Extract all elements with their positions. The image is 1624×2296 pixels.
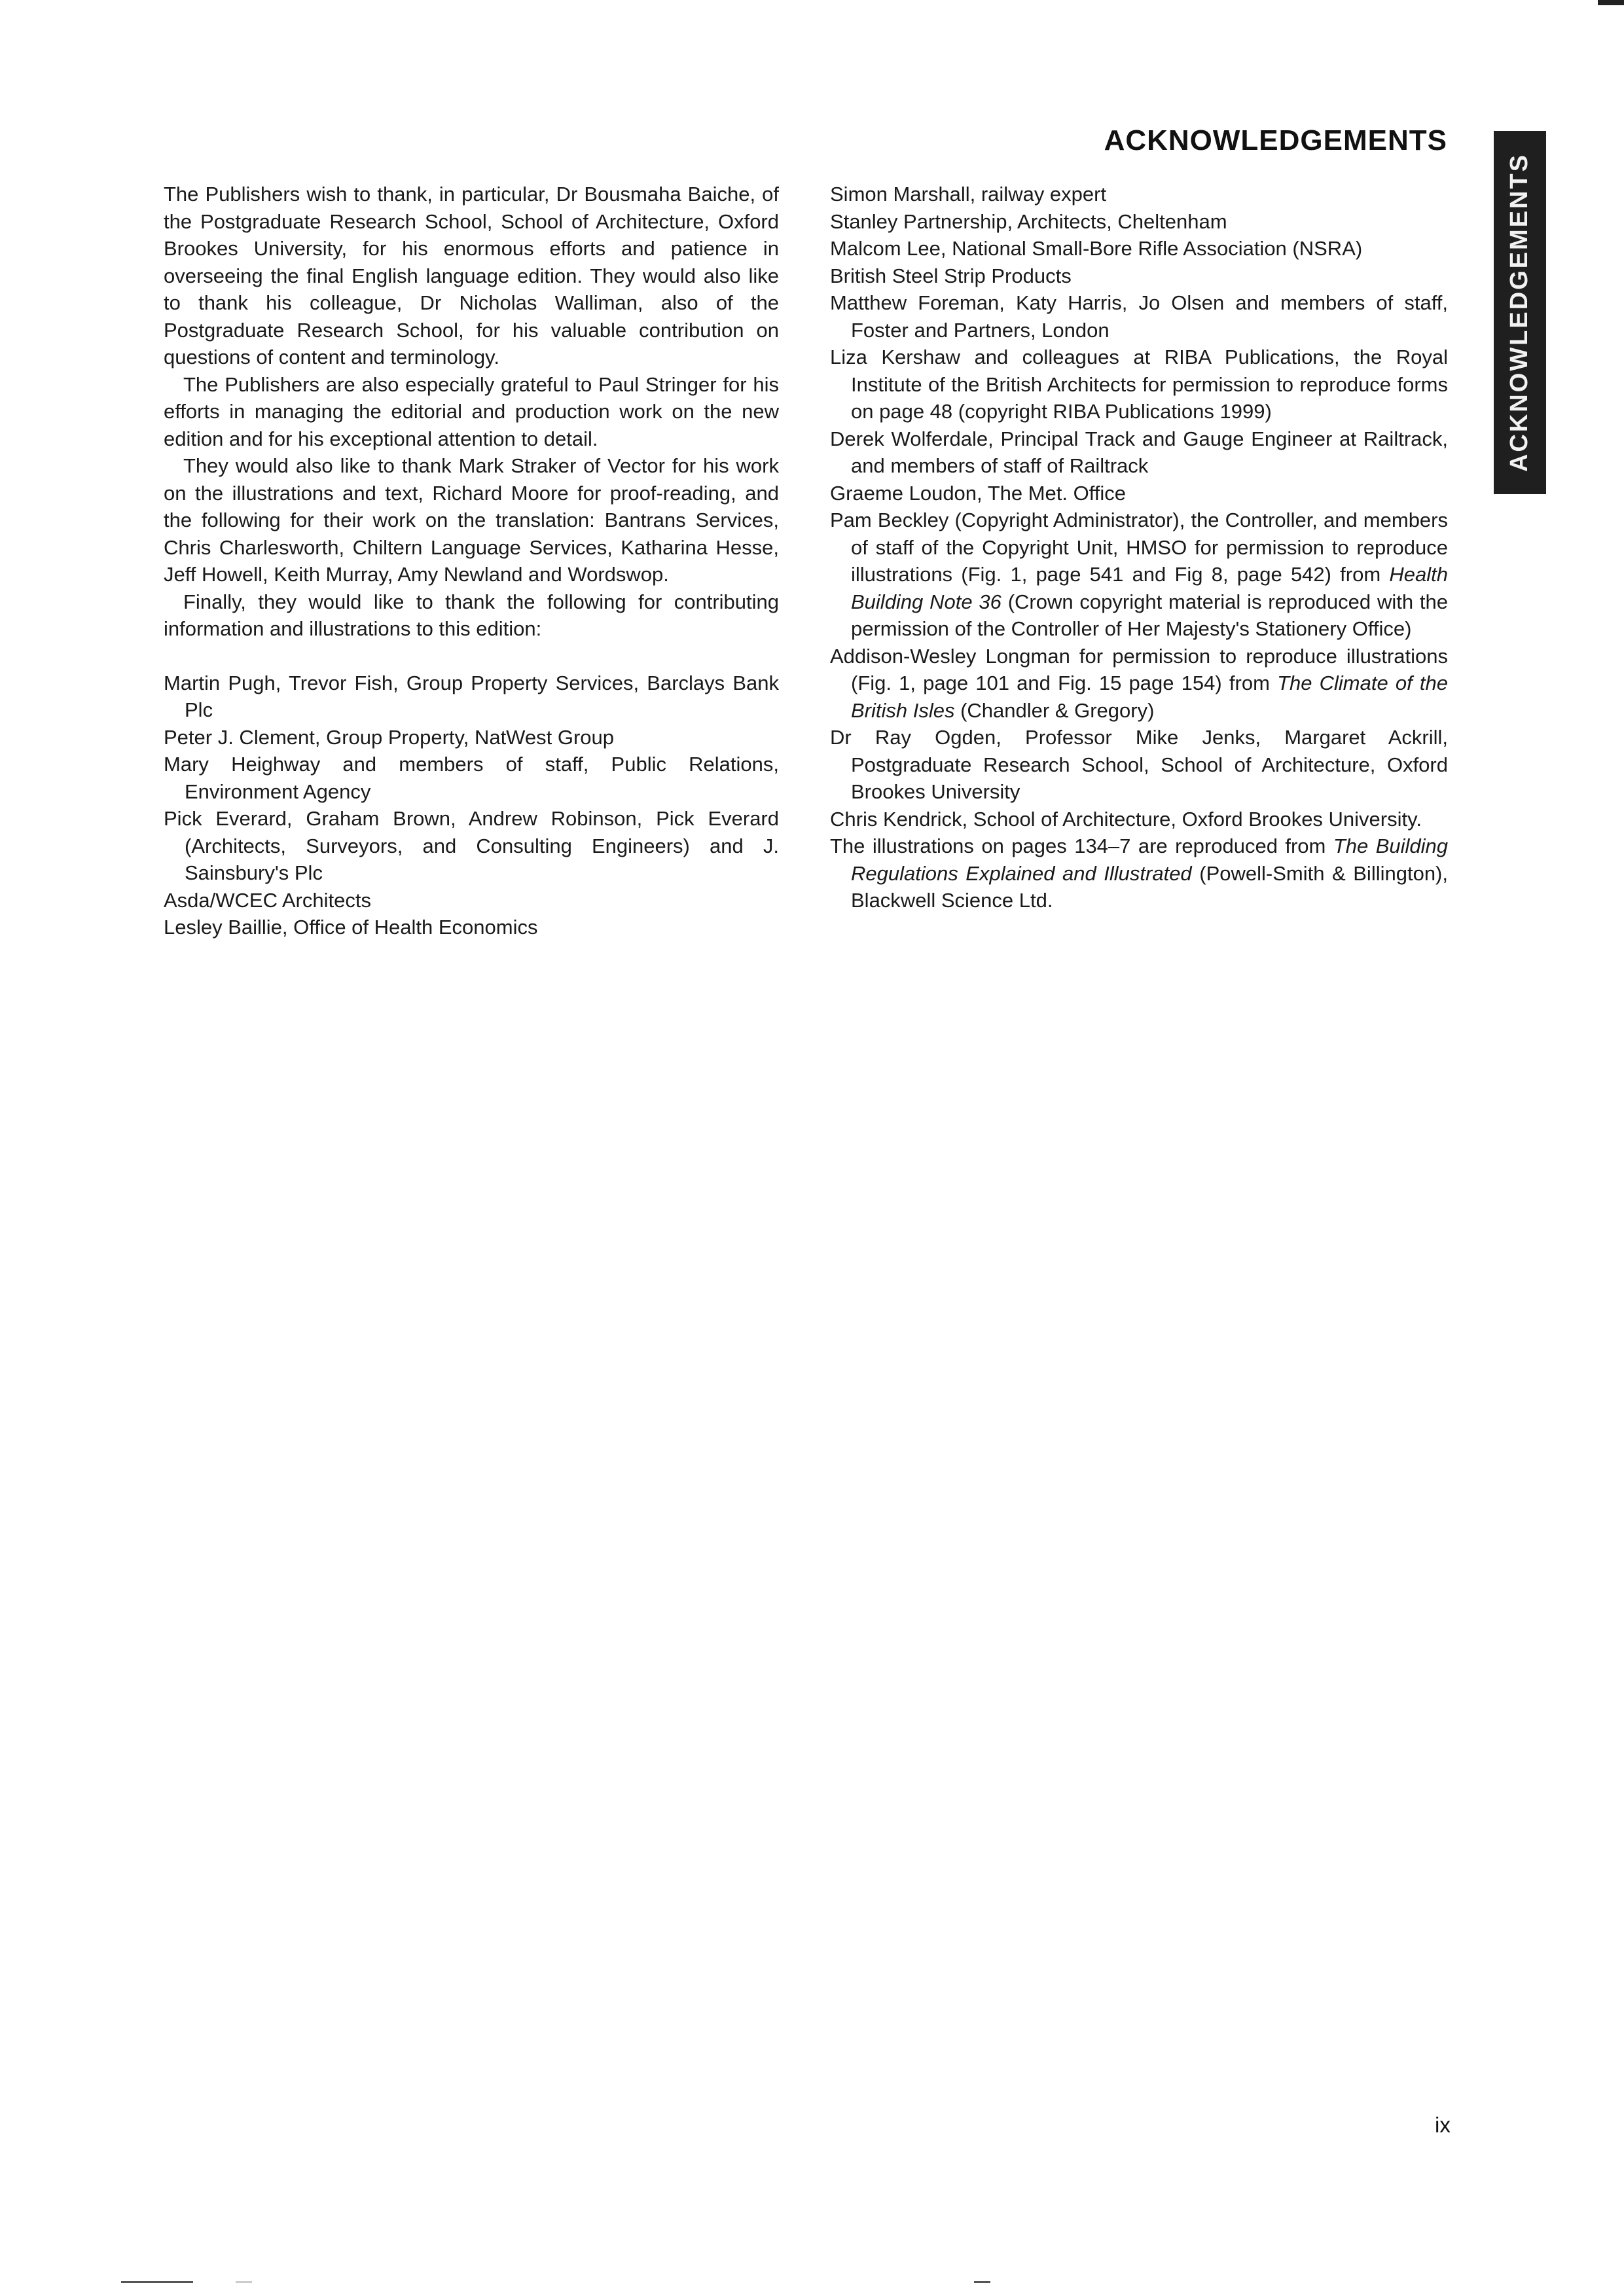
contributor-entry: Peter J. Clement, Group Property, NatWest Group	[164, 725, 615, 749]
contributor-entry: Stanley Partnership, Architects, Cheltenham	[830, 209, 1227, 233]
entry-text: Pam Beckley (Copyright Administrator), the Controller, and members of staff of the Copyright Unit, HMSO for permission to reproduce illustrations (Fig. 1, page 541 and Fig 8, page 542) from	[830, 509, 1448, 586]
contributor-entry: Simon Marshall, railway expert	[830, 183, 1107, 206]
contributor-entry: Lesley Baillie, Office of Health Economics	[164, 916, 538, 939]
contributor-entry-beckley	[830, 507, 1448, 643]
right-column	[830, 181, 1448, 914]
publication-title: The Building Regulations Explained and Illustrated	[851, 834, 1448, 885]
entry-text: (Chandler & Gregory)	[954, 698, 1155, 722]
contributor-entry: British Steel Strip Products	[830, 264, 1072, 287]
side-tab-label: ACKNOWLEDGEMENTS	[1506, 152, 1534, 473]
section-side-tab	[1494, 131, 1546, 494]
intro-paragraph: The Publishers wish to thank, in particular, Dr Bousmaha Baiche, of the Postgraduate Research School, School of Architecture, Oxford Brookes University, for his enormous efforts and patience in overseeing the final English language edition. They would also like to thank his colleague, Dr Nicholas Walliman, also of the Postgraduate Research School, for his valuable contribution on questions of content and terminology.	[164, 183, 779, 368]
spacer	[164, 643, 779, 670]
finally-paragraph: Finally, they would like to thank the following for contributing information and illustrations to this edition:	[164, 590, 779, 640]
contributor-entry: Malcom Lee, National Small-Bore Rifle Association (NSRA)	[830, 237, 1363, 260]
scan-mark	[974, 2281, 990, 2283]
page-title: ACKNOWLEDGEMENTS	[1104, 124, 1447, 156]
contributor-entry: Liza Kershaw and colleagues at RIBA Publications, the Royal Institute of the British Architects for permission to reproduce forms on page 48 (copyright RIBA Publications 1999)	[830, 346, 1448, 423]
page-number: ix	[1435, 2113, 1451, 2137]
contributor-entry: Mary Heighway and members of staff, Public Relations, Environment Agency	[164, 753, 779, 803]
contributor-entry-addison	[830, 643, 1448, 725]
entry-text: (Crown copyright material is reproduced with the permission of the Controller of Her Majesty's Stationery Office)	[851, 590, 1448, 640]
contributor-entry: Graeme Loudon, The Met. Office	[830, 481, 1127, 505]
translation-paragraph: They would also like to thank Mark Straker of Vector for his work on the illustrations and text, Richard Moore for proof-reading, and the following for their work on the translation: Bantrans Services, Chris Charlesworth, Chiltern Language Services, Katharina Hesse, Jeff Howell, Keith Murray, Amy Newland and Wordswop.	[164, 454, 779, 586]
scan-mark	[121, 2281, 193, 2283]
contributor-entry: Martin Pugh, Trevor Fish, Group Property Services, Barclays Bank Plc	[164, 671, 779, 721]
contributor-entry: Asda/WCEC Architects	[164, 888, 371, 912]
stringer-paragraph: The Publishers are also especially grateful to Paul Stringer for his efforts in managing the editorial and production work on the new edition and for his exceptional attention to detail.	[164, 372, 779, 450]
contributor-entry: Dr Ray Ogden, Professor Mike Jenks, Margaret Ackrill, Postgraduate Research School, School of Architecture, Oxford Brookes University	[830, 726, 1448, 803]
publication-title: The Climate of the British Isles	[851, 672, 1448, 722]
entry-text: The illustrations on pages 134–7 are reproduced from	[830, 834, 1333, 857]
left-column	[164, 181, 779, 941]
contributor-entry: Pick Everard, Graham Brown, Andrew Robinson, Pick Everard (Architects, Surveyors, and Consulting Engineers) and J. Sainsbury's Plc	[164, 807, 779, 884]
contributor-entry: Chris Kendrick, School of Architecture, Oxford Brookes University.	[830, 807, 1422, 831]
contributor-entry: Matthew Foreman, Katy Harris, Jo Olsen and members of staff, Foster and Partners, London	[830, 291, 1448, 342]
entry-text: Addison-Wesley Longman for permission to reproduce illustrations (Fig. 1, page 101 and Fig. 15 page 154) from	[830, 644, 1448, 694]
entry-text: (Powell-Smith & Billington), Blackwell Science Ltd.	[851, 861, 1448, 912]
illustrations-credit	[830, 833, 1448, 914]
publication-title: Health Building Note 36	[851, 563, 1448, 613]
corner-mark	[1598, 0, 1624, 5]
scan-mark	[236, 2281, 252, 2283]
contributor-entry: Derek Wolferdale, Principal Track and Gauge Engineer at Railtrack, and members of staff of Railtrack	[830, 427, 1448, 477]
